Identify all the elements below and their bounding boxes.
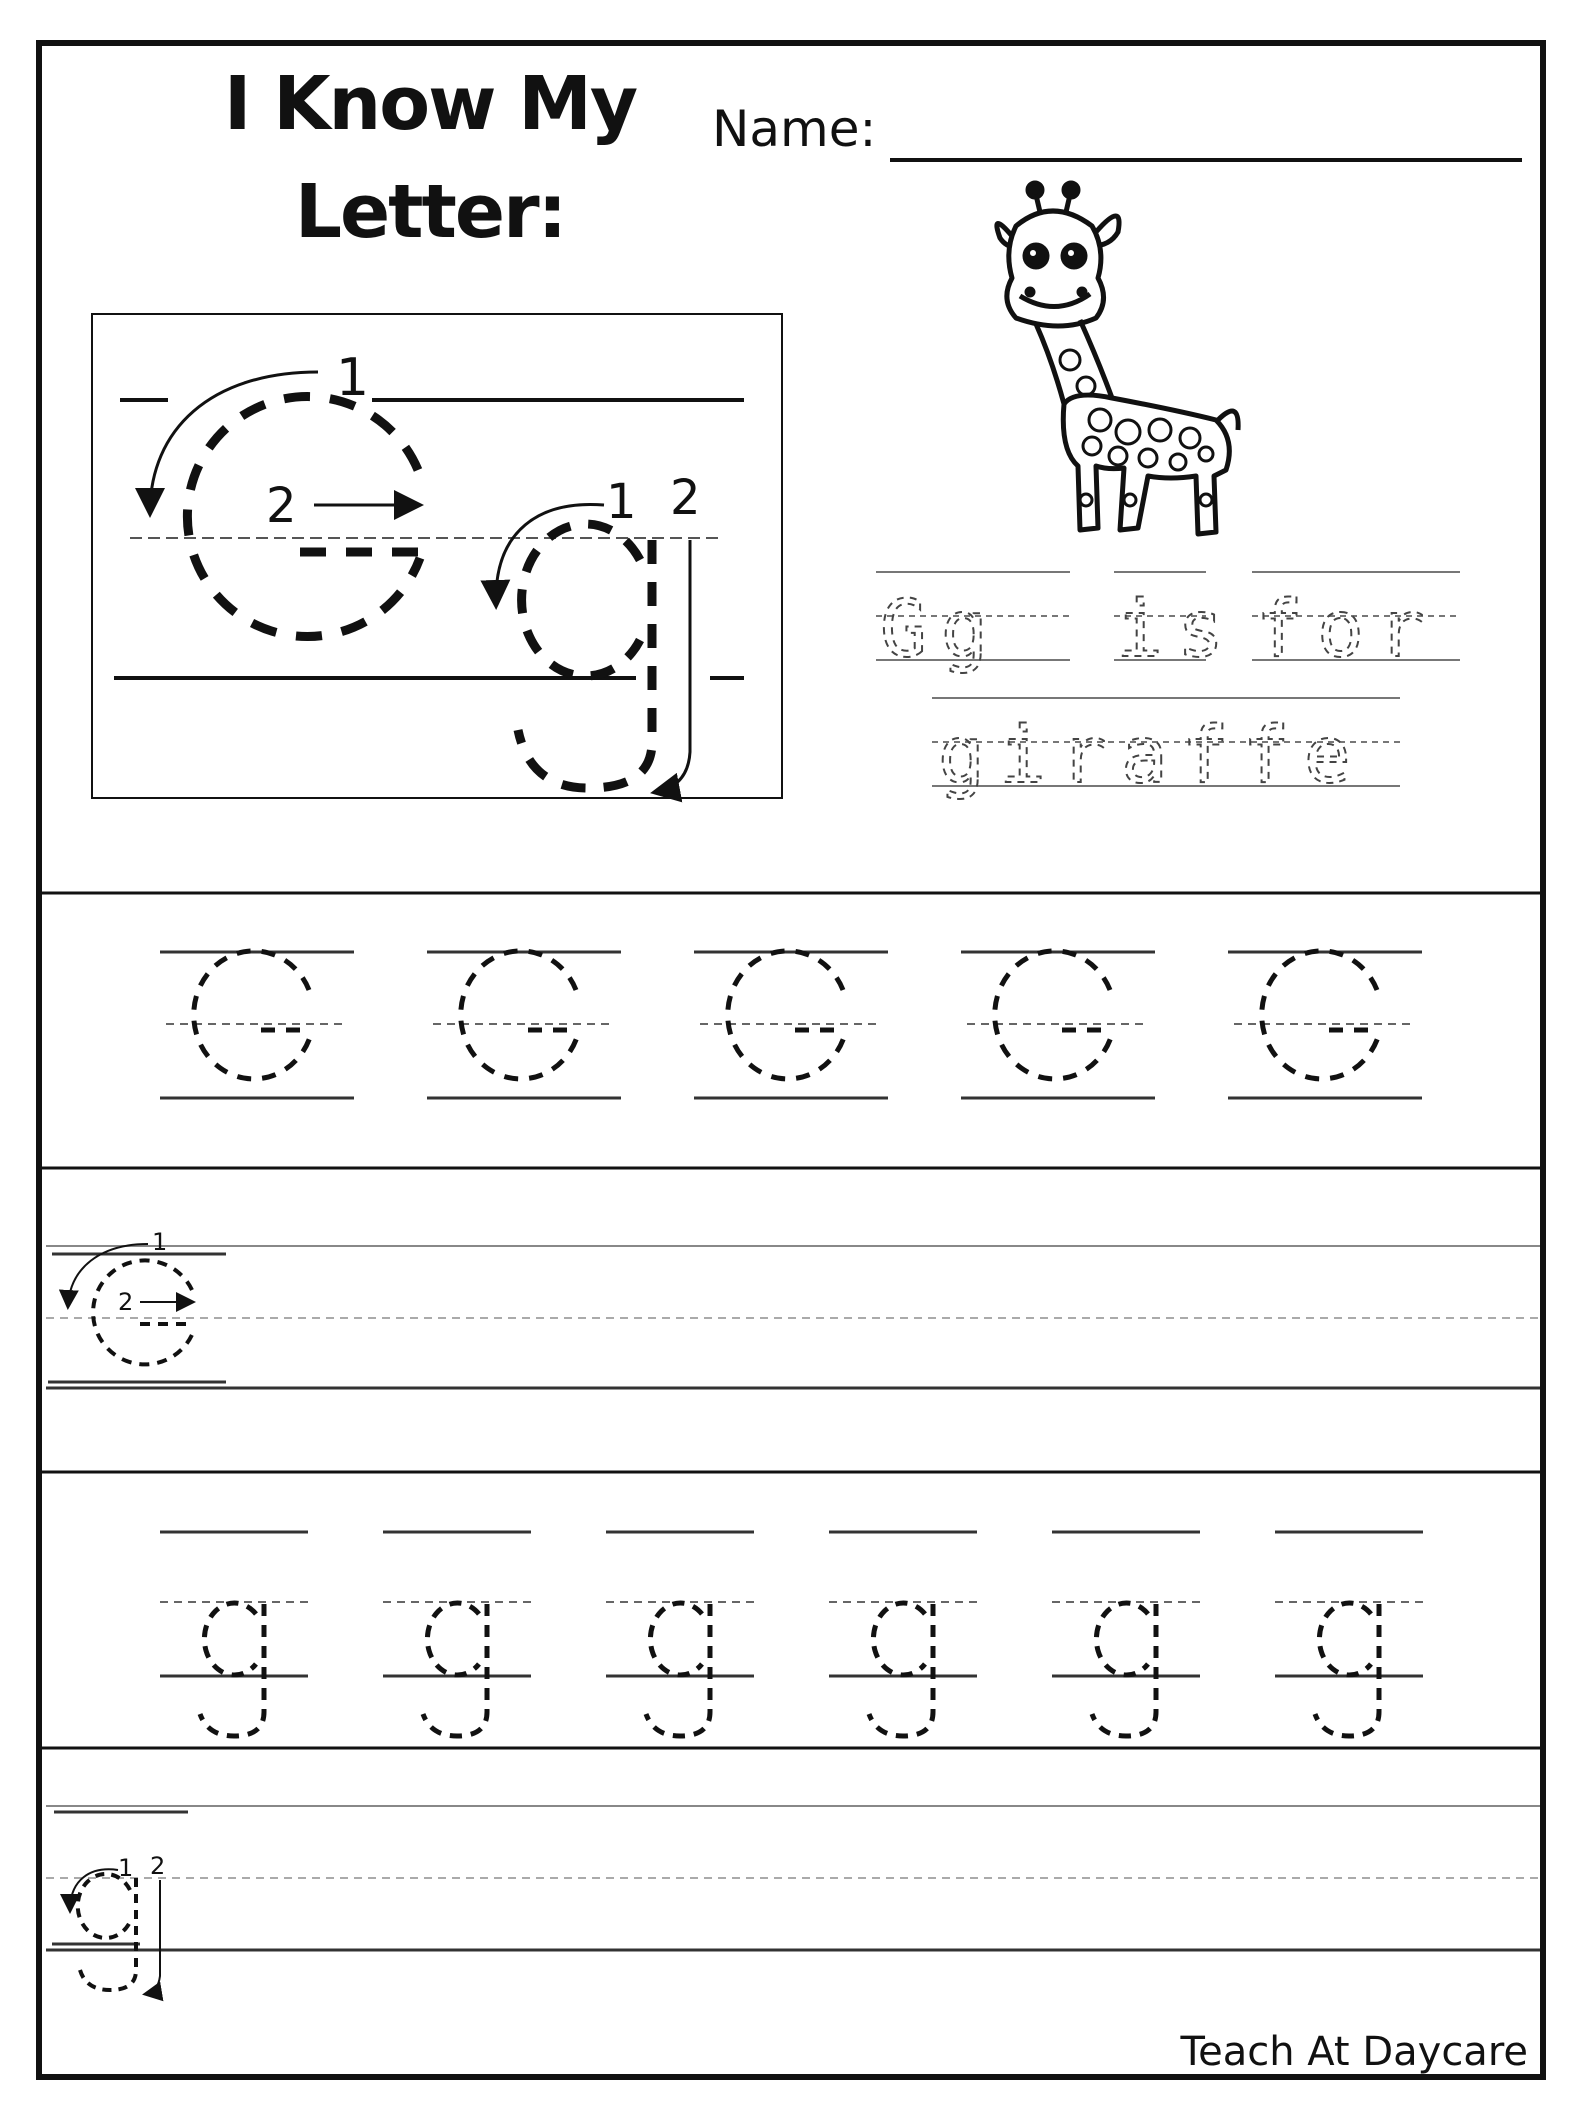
- sentence-word-giraffe: giraffe: [938, 711, 1365, 801]
- uppercase-g-number-2: 2: [266, 478, 297, 534]
- sentence-word-gg: Gg: [880, 585, 1002, 675]
- title-line-1: I Know My: [223, 61, 637, 147]
- free-write-lowercase-g-number-1: 1: [118, 1854, 134, 1882]
- giraffe-icon: [997, 183, 1238, 534]
- trace-cell-lowercase-g[interactable]: [383, 1532, 531, 1736]
- sentence-word-is: is: [1116, 585, 1238, 675]
- trace-cell-lowercase-g[interactable]: [160, 1532, 308, 1736]
- trace-cell-lowercase-g[interactable]: [606, 1532, 754, 1736]
- trace-cell-uppercase-g[interactable]: [160, 951, 354, 1098]
- lowercase-g-trace: [518, 524, 652, 788]
- row-trace-uppercase-g: [160, 951, 1422, 1098]
- free-write-uppercase-g-number-1: 1: [152, 1228, 168, 1256]
- sentence-word-for: for: [1256, 585, 1439, 675]
- free-write-uppercase-g-number-2: 2: [118, 1288, 134, 1316]
- free-write-lowercase-g-arrow-1: [70, 1869, 118, 1910]
- footer-brand: Teach At Daycare: [1180, 2029, 1528, 2075]
- uppercase-g-number-1: 1: [336, 348, 370, 408]
- free-write-lowercase-g-example: [78, 1874, 136, 1990]
- uppercase-g-trace: [187, 397, 420, 637]
- lowercase-g-arrow-2: [656, 540, 690, 792]
- title-line-2: Letter:: [294, 169, 566, 255]
- trace-cell-lowercase-g[interactable]: [1275, 1532, 1423, 1736]
- free-write-lowercase-g-arrow-2: [146, 1880, 160, 1994]
- tracing-sentence: [876, 572, 1460, 801]
- letter-demo-box: [92, 314, 782, 798]
- row-trace-lowercase-g: [160, 1532, 1423, 1736]
- name-label: Name:: [712, 100, 877, 158]
- lowercase-g-number-2: 2: [670, 470, 701, 526]
- trace-cell-uppercase-g[interactable]: [961, 951, 1155, 1098]
- lowercase-g-arrow-1: [496, 504, 604, 604]
- trace-cell-uppercase-g[interactable]: [1228, 951, 1422, 1098]
- trace-cell-lowercase-g[interactable]: [829, 1532, 977, 1736]
- free-write-lowercase-g-number-2: 2: [150, 1852, 166, 1880]
- trace-cell-lowercase-g[interactable]: [1052, 1532, 1200, 1736]
- trace-cell-uppercase-g[interactable]: [694, 951, 888, 1098]
- lowercase-g-number-1: 1: [606, 474, 637, 530]
- free-write-uppercase-g-example: [93, 1260, 194, 1364]
- section-dividers: [42, 893, 1540, 1748]
- trace-cell-uppercase-g[interactable]: [427, 951, 621, 1098]
- row-free-write-lowercase-g: [46, 1806, 1540, 1994]
- row-free-write-uppercase-g: [46, 1228, 1540, 1388]
